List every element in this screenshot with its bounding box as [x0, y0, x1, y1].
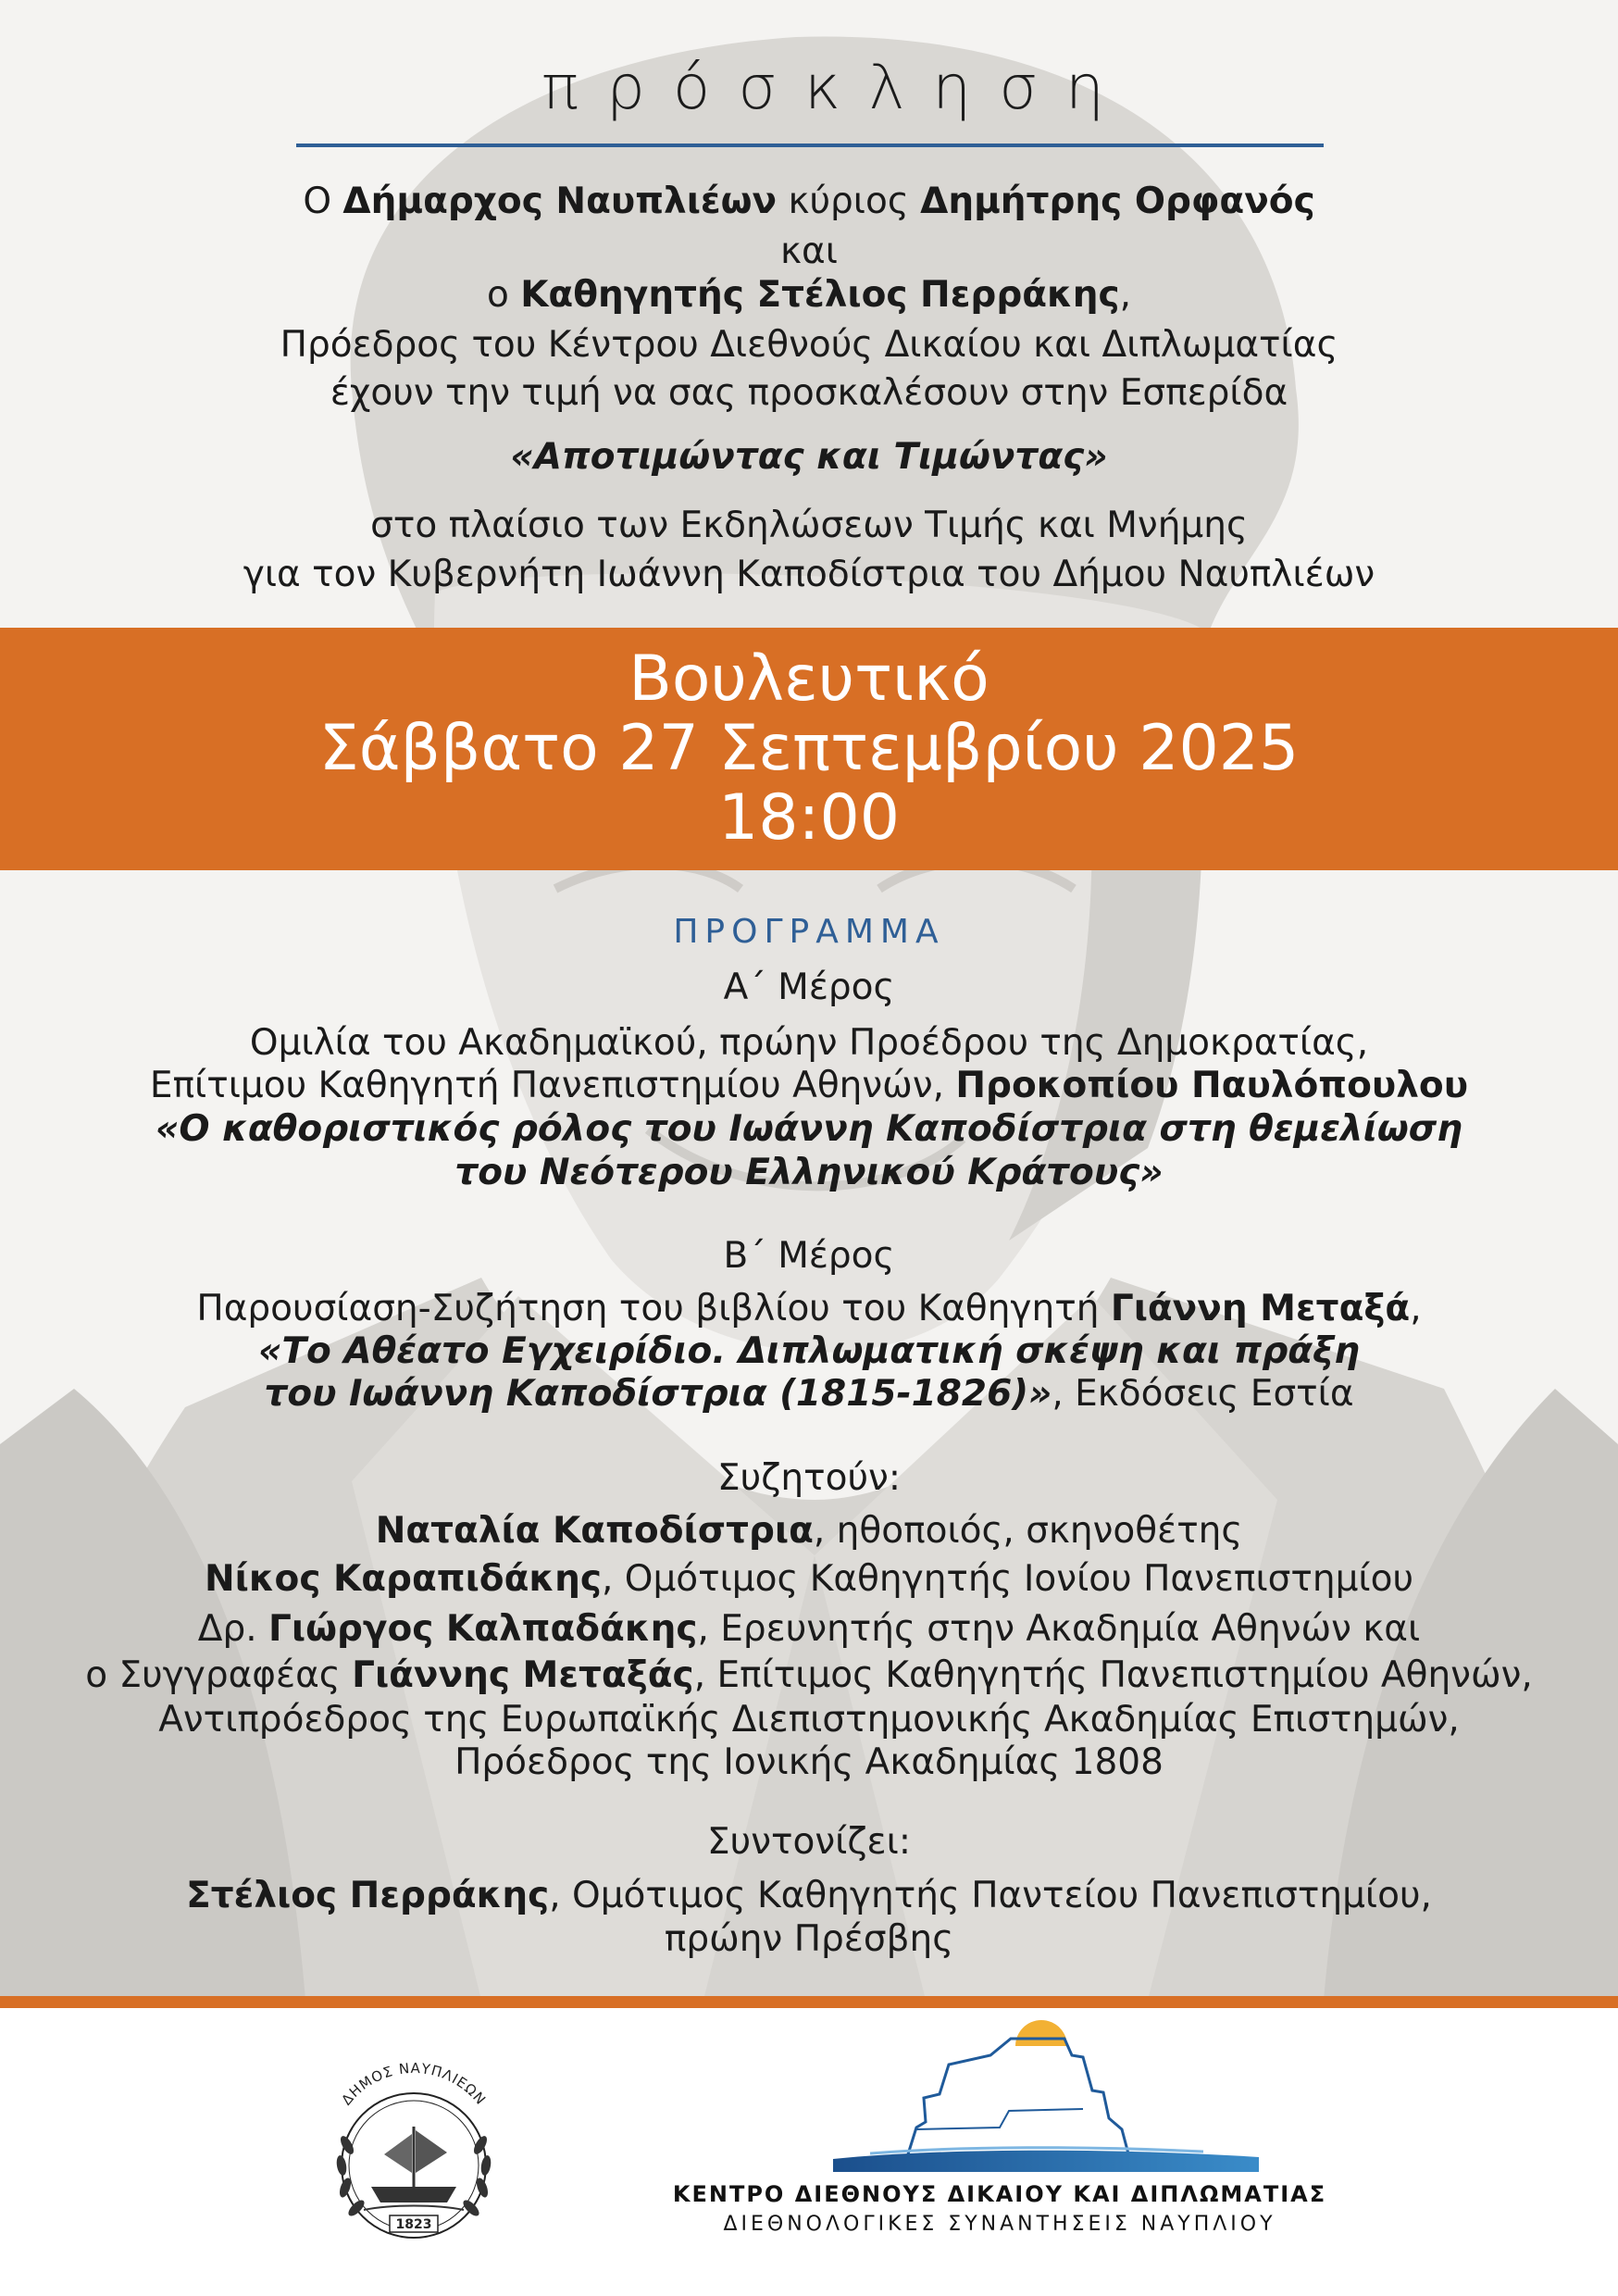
intro-line-3: ο Καθηγητής Στέλιος Περράκης,	[486, 274, 1132, 316]
intro-line-6: στο πλαίσιο των Εκδηλώσεων Τιμής και Μνήμης	[370, 505, 1248, 546]
event-title: «Αποτιμώντας και Τιμώντας»	[510, 436, 1108, 478]
intro-line-2: και	[780, 231, 838, 272]
part-a-talk-title-1: «Ο καθοριστικός ρόλος του Ιωάννη Καποδίστρια στη θεμελίωση	[156, 1108, 1462, 1150]
coordinator-label: Συντονίζει:	[707, 1821, 911, 1863]
org-name: ΚΕΝΤΡΟ ΔΙΕΘΝΟΥΣ ΔΙΚΑΙΟΥ ΚΑΙ ΔΙΠΛΩΜΑΤΙΑΣ	[672, 2181, 1327, 2207]
program-heading: ΠΡΟΓΡΑΜΜΑ	[673, 913, 945, 951]
intro-line-7: για τον Κυβερνήτη Ιωάννη Καποδίστρια του Δήμου Ναυπλιέων	[243, 554, 1375, 595]
intro-line-5: έχουν την τιμή να σας προσκαλέσουν στην Εσπερίδα	[330, 372, 1288, 414]
venue-time: 18:00	[718, 781, 900, 855]
discussant-4-line-3: Πρόεδρος της Ιονικής Ακαδημίας 1808	[454, 1741, 1164, 1783]
page-title: πρόσκληση	[541, 52, 1132, 123]
title-divider	[296, 144, 1324, 147]
coordinator-line-2: πρώην Πρέσβης	[664, 1918, 954, 1960]
part-a-line-2: Επίτιμου Καθηγητή Πανεπιστημίου Αθηνών, Προκοπίου Παυλόπουλου	[149, 1065, 1469, 1106]
footer-divider	[0, 1996, 1618, 2008]
intro-line-4: Πρόεδρος του Κέντρου Διεθνούς Δικαίου και Διπλωματίας	[280, 324, 1338, 366]
part-b-line-1: Παρουσίαση-Συζήτηση του βιβλίου του Καθηγητή Γιάννη Μεταξά,	[196, 1288, 1422, 1329]
cidd-logo-graphic	[778, 2018, 1296, 2176]
part-b-book-title-1: «Το Αθέατο Εγχειρίδιο. Διπλωματική σκέψη και πράξη	[258, 1330, 1360, 1372]
discussant-2: Νίκος Καραπιδάκης, Ομότιμος Καθηγητής Ιονίου Πανεπιστημίου	[204, 1558, 1414, 1600]
discussants-label: Συζητούν:	[717, 1457, 901, 1499]
discussant-4: ο Συγγραφέας Γιάννης Μεταξάς, Επίτιμος Καθηγητής Πανεπιστημίου Αθηνών,	[85, 1654, 1533, 1696]
venue-band	[0, 628, 1618, 870]
venue-date: Σάββατο 27 Σεπτεμβρίου 2025	[318, 712, 1300, 785]
part-a-talk-title-2: του Νεότερου Ελληνικού Κράτους»	[454, 1152, 1164, 1193]
part-a-line-1: Ομιλία του Ακαδημαϊκού, πρώην Προέδρου της Δημοκρατίας,	[249, 1022, 1369, 1064]
org-subtitle: ΔΙΕΘΝΟΛΟΓΙΚΕΣ ΣΥΝΑΝΤΗΣΕΙΣ ΝΑΥΠΛΙΟΥ	[723, 2213, 1276, 2236]
discussant-4-line-2: Αντιπρόεδρος της Ευρωπαϊκής Διεπιστημονικής Ακαδημίας Επιστημών,	[158, 1699, 1460, 1741]
part-b-book-title-2: του Ιωάννη Καποδίστρια (1815-1826)», Εκδόσεις Εστία	[264, 1373, 1354, 1415]
municipality-seal-logo	[299, 2034, 529, 2267]
coordinator-line-1: Στέλιος Περράκης, Ομότιμος Καθηγητής Παντείου Πανεπιστημίου,	[186, 1875, 1432, 1916]
part-a-label: Α΄ Μέρος	[723, 967, 895, 1008]
svg-text:1823: 1823	[395, 2217, 432, 2232]
discussant-1: Ναταλία Καποδίστρια, ηθοποιός, σκηνοθέτης	[375, 1510, 1243, 1552]
venue-place: Βουλευτικό	[629, 643, 989, 716]
intro-line-1: Ο Δήμαρχος Ναυπλιέων κύριος Δημήτρης Ορφανός	[303, 181, 1315, 222]
svg-text:ΔΗΜΟΣ ΝΑΥΠΛΙΕΩΝ: ΔΗΜΟΣ ΝΑΥΠΛΙΕΩΝ	[338, 2059, 490, 2109]
part-b-label: Β΄ Μέρος	[723, 1235, 895, 1277]
discussant-3: Δρ. Γιώργος Καλπαδάκης, Ερευνητής στην Ακαδημία Αθηνών και	[197, 1608, 1421, 1650]
